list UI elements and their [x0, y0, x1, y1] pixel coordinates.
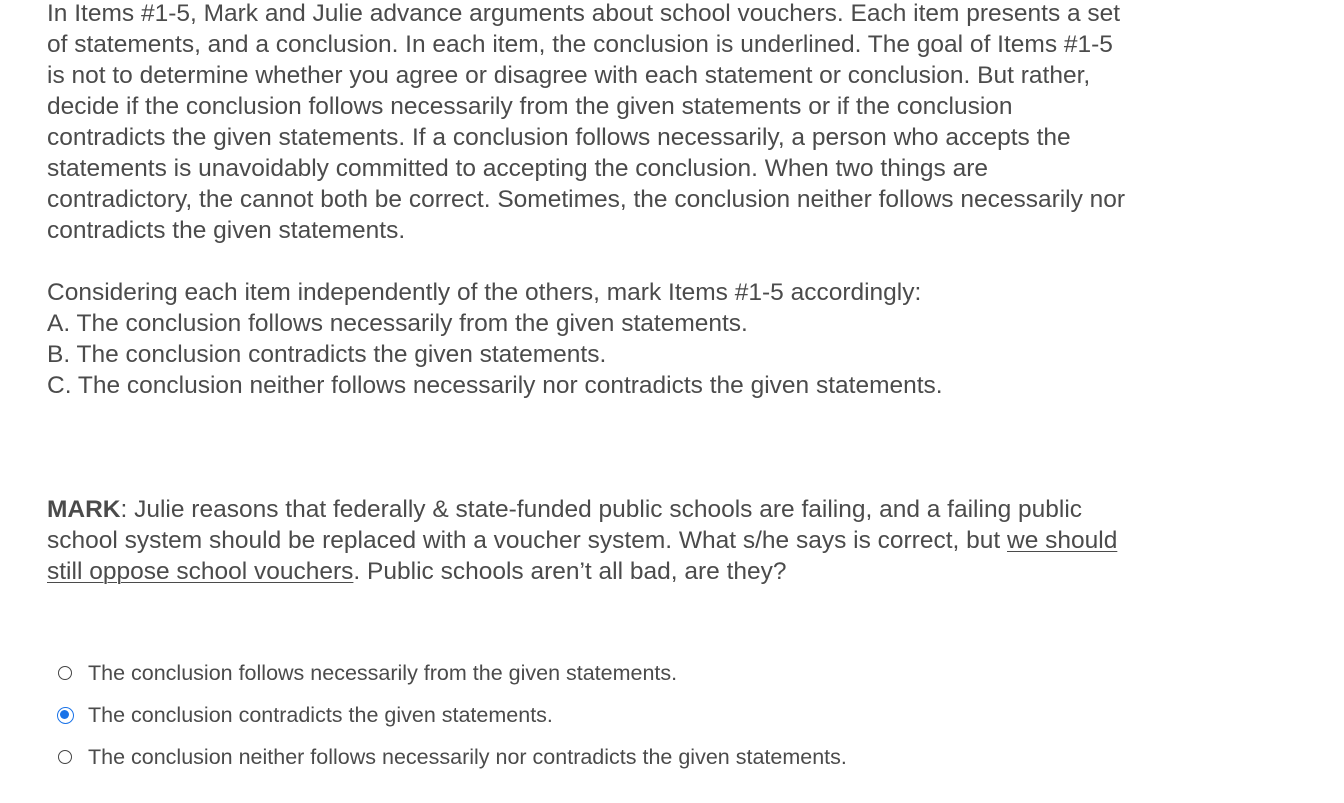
radio-button-a[interactable] [58, 666, 72, 680]
question-trailing-text: . Public schools aren’t all bad, are they? [353, 558, 787, 585]
speaker-name: MARK [47, 496, 121, 523]
question-conclusion: we should still oppose school vouchers [47, 527, 1118, 585]
answer-option-label: The conclusion neither follows necessarily nor contradicts the given statements. [88, 744, 847, 769]
choice-a-text: A. The conclusion follows necessarily from the given statements. [47, 310, 748, 337]
answer-option-c[interactable] [58, 736, 1058, 778]
choice-b-text: B. The conclusion contradicts the given statements. [47, 341, 607, 368]
answer-option-label: The conclusion contradicts the given statements. [88, 702, 553, 727]
answer-options [58, 652, 1058, 778]
question-text [47, 494, 1137, 587]
answer-option-a[interactable] [58, 652, 1058, 694]
question-statements: : Julie reasons that federally & state-funded public schools are failing, and a failing public school system should be replaced with a voucher system. What s/he says is correct, but [47, 496, 1083, 554]
question-content [47, 0, 1147, 587]
considering-text: Considering each item independently of the others, mark Items #1-5 accordingly: [47, 279, 922, 306]
answer-option-label: The conclusion follows necessarily from the given statements. [88, 660, 678, 685]
answer-option-b[interactable] [58, 694, 1058, 736]
radio-button-b[interactable] [57, 707, 74, 724]
choice-c-text: C. The conclusion neither follows necessarily nor contradicts the given statements. [47, 372, 943, 399]
spacer [47, 401, 1147, 494]
radio-button-c[interactable] [58, 750, 72, 764]
instructions-intro: In Items #1-5, Mark and Julie advance arguments about school vouchers. Each item presents a set of statements, and a conclusion. In each item, the conclusion is underlined. The goal of Items #1-5 is not to determine whether you agree or disagree with each statement or conclusion. But rather, decide if the conclusion follows necessarily from the given statements or if the conclusion contradicts the given statements. If a conclusion follows necessarily, a person who accepts the statements is unavoidably committed to accepting the conclusion. When two things are contradictory, the cannot both be correct. Sometimes, the conclusion neither follows necessarily nor contradicts the given statements. [47, 0, 1126, 244]
spacer [47, 246, 1147, 277]
instructions-considering [47, 277, 1147, 401]
